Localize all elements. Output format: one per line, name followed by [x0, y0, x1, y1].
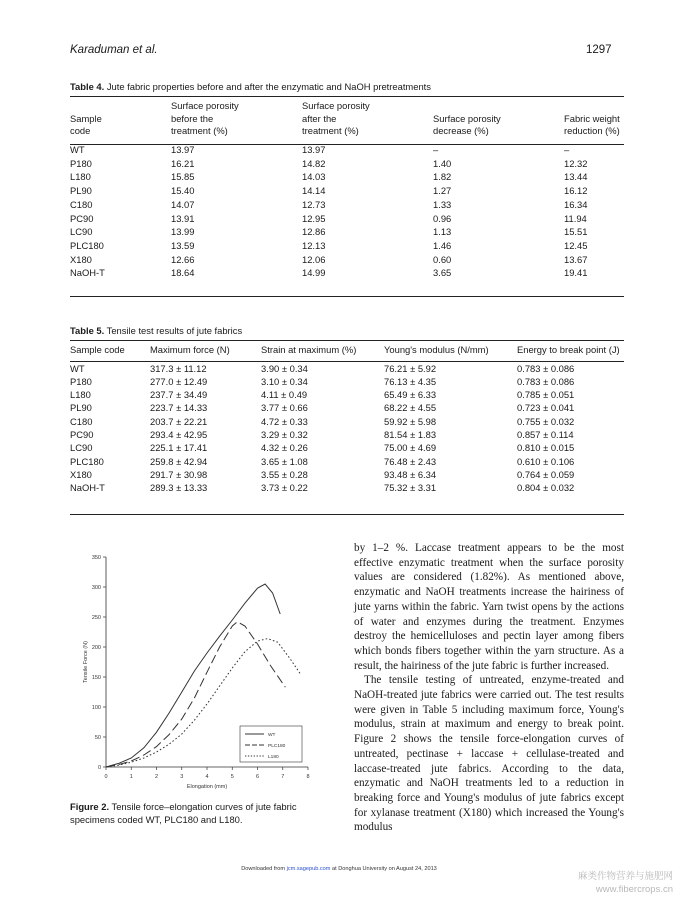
table4-cell: 1.40 — [433, 157, 452, 169]
table5-cell: 81.54 ± 1.83 — [384, 428, 437, 440]
table4-cell: 12.13 — [302, 239, 326, 251]
table4-row — [70, 226, 624, 240]
figure2-caption-text: Tensile force–elongation curves of jute fabric specimens coded WT, PLC180 and L180. — [70, 801, 297, 825]
table4-sample-code: L180 — [70, 171, 91, 183]
table4-cell: 13.97 — [302, 144, 326, 156]
table5-cell: 291.7 ± 30.98 — [150, 468, 208, 480]
table4-cell: 0.96 — [433, 212, 452, 224]
table5-cell: 4.72 ± 0.33 — [261, 415, 308, 427]
table4-row — [70, 171, 624, 185]
body-paragraph-1: by 1–2 %. Laccase treatment appears to be the most effective enzymatic treatment when the surface porosity values are considered (1.82%). As mentioned above, enzymatic and NaOH treatments increase the hairiness of jute yarns within the fabric. Yarn twist opens by the actions of water and enzymes during the treatment. Enzymes destroy the hemicelluloses and pectin layer among fibers which bonds fibers together within the yarn structure. As a result, the hairiness of the jute fabric is further increased. — [354, 542, 624, 672]
table4-cell: 1.82 — [433, 171, 452, 183]
table5-cell: 0.755 ± 0.032 — [517, 415, 575, 427]
table4-header-cell: Surface porosity after the treatment (%) — [302, 100, 370, 137]
chart-svg — [70, 545, 338, 795]
watermark-line1: 麻类作物营养与施肥网 — [577, 871, 673, 882]
table4-cell: 18.64 — [171, 267, 195, 279]
table4-cell: 12.95 — [302, 212, 326, 224]
table5-cell: 0.610 ± 0.106 — [517, 455, 575, 467]
footer-suffix: at Donghua University on August 24, 2013 — [332, 866, 437, 872]
table5-cell: 3.65 ± 1.08 — [261, 455, 308, 467]
table4-cell: 11.94 — [564, 212, 587, 224]
table5-row — [70, 389, 624, 402]
table5-cell: 0.785 ± 0.051 — [517, 389, 575, 401]
figure2-number: Figure 2. — [70, 801, 110, 812]
table4-cell: 14.03 — [302, 171, 326, 183]
y-tick-label: 200 — [91, 645, 101, 651]
table5-header-cell: Maximum force (N) — [150, 344, 230, 355]
table4-cell: 1.27 — [433, 185, 452, 197]
table4-sample-code: LC90 — [70, 226, 93, 238]
table5-cell: 76.21 ± 5.92 — [384, 362, 437, 374]
y-tick-label: 300 — [91, 585, 101, 591]
table5-cell: 3.77 ± 0.66 — [261, 402, 308, 414]
table4-caption — [70, 81, 431, 92]
legend-label: WT — [268, 733, 276, 738]
table5-cell: 0.783 ± 0.086 — [517, 375, 575, 387]
table5-sample-code: PC90 — [70, 428, 94, 440]
table5-cell: 4.32 ± 0.26 — [261, 442, 308, 454]
table5 — [70, 344, 624, 495]
y-tick-label: 0 — [97, 765, 101, 771]
table5-sample-code: X180 — [70, 468, 92, 480]
table4-cell: 16.34 — [564, 198, 588, 210]
figure2-caption — [70, 800, 338, 826]
table5-sample-code: PL90 — [70, 402, 92, 414]
table5-cell: 259.8 ± 42.94 — [150, 455, 208, 467]
legend-label: L180 — [268, 755, 279, 760]
table5-row — [70, 416, 624, 429]
table4-row — [70, 199, 624, 213]
table5-row — [70, 376, 624, 389]
table5-sample-code: LC90 — [70, 442, 93, 454]
table4-cell: 12.32 — [564, 157, 588, 169]
table4-sample-code: WT — [70, 144, 85, 156]
table5-cell: 3.29 ± 0.32 — [261, 428, 308, 440]
x-tick-label: 2 — [154, 774, 159, 780]
table4-header-cell: Surface porosity decrease (%) — [433, 112, 501, 137]
table4-row — [70, 240, 624, 254]
table5-sample-code: NaOH-T — [70, 482, 105, 494]
table5-cell: 289.3 ± 13.33 — [150, 482, 208, 494]
table4-cell: 16.12 — [564, 185, 588, 197]
x-tick-label: 6 — [255, 774, 260, 780]
table4-caption-text: Jute fabric properties before and after the enzymatic and NaOH pretreatments — [106, 81, 431, 92]
table4-cell: 14.07 — [171, 198, 195, 210]
table5-sample-code: PLC180 — [70, 455, 104, 467]
table4-sample-code: C180 — [70, 198, 93, 210]
table5-caption-text: Tensile test results of jute fabrics — [106, 325, 243, 336]
table4-cell: 16.21 — [171, 157, 195, 169]
table4-row — [70, 213, 624, 227]
table5-cell: 0.723 ± 0.041 — [517, 402, 575, 414]
table4-sample-code: PC90 — [70, 212, 94, 224]
table5-cell: 0.764 ± 0.059 — [517, 468, 575, 480]
table5-row — [70, 429, 624, 442]
table5-header-row — [70, 344, 624, 363]
table5-row — [70, 482, 624, 495]
y-tick-label: 100 — [91, 705, 101, 711]
table5-cell: 59.92 ± 5.98 — [384, 415, 437, 427]
table5-cell: 225.1 ± 17.41 — [150, 442, 208, 454]
table4-row — [70, 144, 624, 158]
table5-sample-code: C180 — [70, 415, 93, 427]
table5-header-cell: Sample code — [70, 344, 125, 355]
table4-cell: 12.66 — [171, 253, 195, 265]
x-tick-label: 5 — [230, 774, 234, 780]
watermark — [555, 870, 673, 896]
table4 — [70, 100, 624, 281]
table5-cell: 75.00 ± 4.69 — [384, 442, 437, 454]
table5-number: Table 5. — [70, 325, 105, 336]
table4-cell: 14.82 — [302, 157, 326, 169]
table4-cell: 14.99 — [302, 267, 326, 279]
table5-cell: 76.13 ± 4.35 — [384, 375, 437, 387]
x-tick-label: 4 — [205, 774, 209, 780]
table4-header-row — [70, 100, 624, 144]
table4-cell: – — [564, 144, 570, 156]
x-tick-label: 3 — [180, 774, 184, 780]
figure2-chart — [70, 545, 338, 817]
table4-cell: 15.40 — [171, 185, 195, 197]
table4-number: Table 4. — [70, 81, 105, 92]
table5-row — [70, 442, 624, 455]
table4-cell: 0.60 — [433, 253, 452, 265]
table5-cell: 4.11 ± 0.49 — [261, 389, 308, 401]
y-tick-label: 50 — [94, 735, 101, 741]
table5-cell: 277.0 ± 12.49 — [150, 375, 208, 387]
table4-cell: 15.85 — [171, 171, 195, 183]
table4-cell: 1.13 — [433, 226, 452, 238]
table5-cell: 0.783 ± 0.086 — [517, 362, 575, 374]
table4-cell: 12.86 — [302, 226, 326, 238]
table5-header-cell: Young's modulus (N/mm) — [384, 344, 489, 355]
y-tick-label: 150 — [91, 675, 101, 681]
table4-top-rule — [70, 96, 624, 97]
footer-link[interactable]: jcm.sagepub.com — [286, 866, 331, 872]
table4-header-cell: Surface porosity before the treatment (%) — [171, 100, 239, 137]
table5-caption — [70, 325, 242, 336]
table5-header-rule — [70, 361, 624, 362]
table4-header-cell: Sample code — [70, 112, 102, 137]
table5-row — [70, 469, 624, 482]
table4-cell: 13.97 — [171, 144, 195, 156]
page-number: 1297 — [586, 44, 612, 56]
table4-cell: 12.06 — [302, 253, 326, 265]
table4-cell: 1.46 — [433, 239, 452, 251]
table4-sample-code: X180 — [70, 253, 92, 265]
table5-cell: 0.810 ± 0.015 — [517, 442, 575, 454]
table4-cell: 15.51 — [564, 226, 588, 238]
table4-cell: 12.73 — [302, 198, 326, 210]
x-axis-label: Elongation (mm) — [186, 784, 228, 790]
table5-row — [70, 402, 624, 415]
table4-cell: 13.44 — [564, 171, 588, 183]
table5-sample-code: WT — [70, 362, 85, 374]
table5-cell: 3.10 ± 0.34 — [261, 375, 308, 387]
table5-cell: 68.22 ± 4.55 — [384, 402, 437, 414]
table5-cell: 3.90 ± 0.34 — [261, 362, 308, 374]
table4-cell: 13.59 — [171, 239, 195, 251]
table4-cell: 13.91 — [171, 212, 195, 224]
table4-sample-code: PLC180 — [70, 239, 104, 251]
table4-sample-code: P180 — [70, 157, 92, 169]
body-text — [354, 541, 624, 835]
watermark-line2: www.fibercrops.cn — [595, 884, 673, 895]
table4-cell: – — [433, 144, 439, 156]
table4-bottom-rule — [70, 296, 624, 297]
table4-header-rule — [70, 144, 624, 145]
table5-bottom-rule — [70, 514, 624, 515]
table5-sample-code: P180 — [70, 375, 92, 387]
table4-row — [70, 185, 624, 199]
table5-cell: 0.804 ± 0.032 — [517, 482, 575, 494]
table5-cell: 203.7 ± 22.21 — [150, 415, 208, 427]
table5-cell: 65.49 ± 6.33 — [384, 389, 437, 401]
y-axis-label: Tensile Force (N) — [83, 641, 89, 683]
table5-top-rule — [70, 340, 624, 341]
y-tick-label: 350 — [91, 555, 101, 561]
table5-row — [70, 456, 624, 469]
table5-header-cell: Strain at maximum (%) — [261, 344, 357, 355]
table4-cell: 13.67 — [564, 253, 588, 265]
y-tick-label: 250 — [91, 615, 101, 621]
table5-cell: 0.857 ± 0.114 — [517, 428, 574, 440]
table5-cell: 237.7 ± 34.49 — [150, 389, 208, 401]
x-tick-label: 7 — [281, 774, 285, 780]
table4-header-cell: Fabric weight reduction (%) — [564, 112, 620, 137]
table4-cell: 1.33 — [433, 198, 452, 210]
running-head: Karaduman et al. — [70, 44, 158, 56]
table5-cell: 75.32 ± 3.31 — [384, 482, 437, 494]
table4-cell: 14.14 — [302, 185, 326, 197]
table5-row — [70, 363, 624, 376]
table4-sample-code: NaOH-T — [70, 267, 105, 279]
table4-cell: 13.99 — [171, 226, 195, 238]
table4-cell: 3.65 — [433, 267, 452, 279]
table5-cell: 3.73 ± 0.22 — [261, 482, 308, 494]
table4-cell: 19.41 — [564, 267, 588, 279]
table5-cell: 76.48 ± 2.43 — [384, 455, 437, 467]
table5-cell: 293.4 ± 42.95 — [150, 428, 208, 440]
footer-prefix: Downloaded from — [241, 866, 286, 872]
x-tick-label: 0 — [104, 774, 108, 780]
table4-sample-code: PL90 — [70, 185, 92, 197]
table4-row — [70, 158, 624, 172]
table4-row — [70, 254, 624, 268]
table5-cell: 223.7 ± 14.33 — [150, 402, 208, 414]
table5-header-cell: Energy to break point (J) — [517, 344, 620, 355]
table5-cell: 93.48 ± 6.34 — [384, 468, 437, 480]
table4-cell: 12.45 — [564, 239, 588, 251]
table5-cell: 3.55 ± 0.28 — [261, 468, 308, 480]
x-tick-label: 8 — [306, 774, 310, 780]
legend-label: PLC180 — [268, 744, 286, 749]
table5-cell: 317.3 ± 11.12 — [150, 362, 207, 374]
body-paragraph-2: The tensile testing of untreated, enzyme-treated and NaOH-treated jute fabrics were carried out. The test results were given in Table 5 including maximum force, Young's modulus, strain at maximum and energy to break point. Figure 2 shows the tensile force-elongation curves of untreated, pectinase + laccase + cellulase-treated and laccase-treated jute fabrics. According to the data, enzymatic and NaOH treatments led to a reduction in breaking force and Young's modulus of jute fabrics except for xylanase treatment (X180) which increased the Young's modulus — [354, 674, 624, 834]
x-tick-label: 1 — [129, 774, 133, 780]
table5-sample-code: L180 — [70, 389, 91, 401]
table4-row — [70, 267, 624, 281]
